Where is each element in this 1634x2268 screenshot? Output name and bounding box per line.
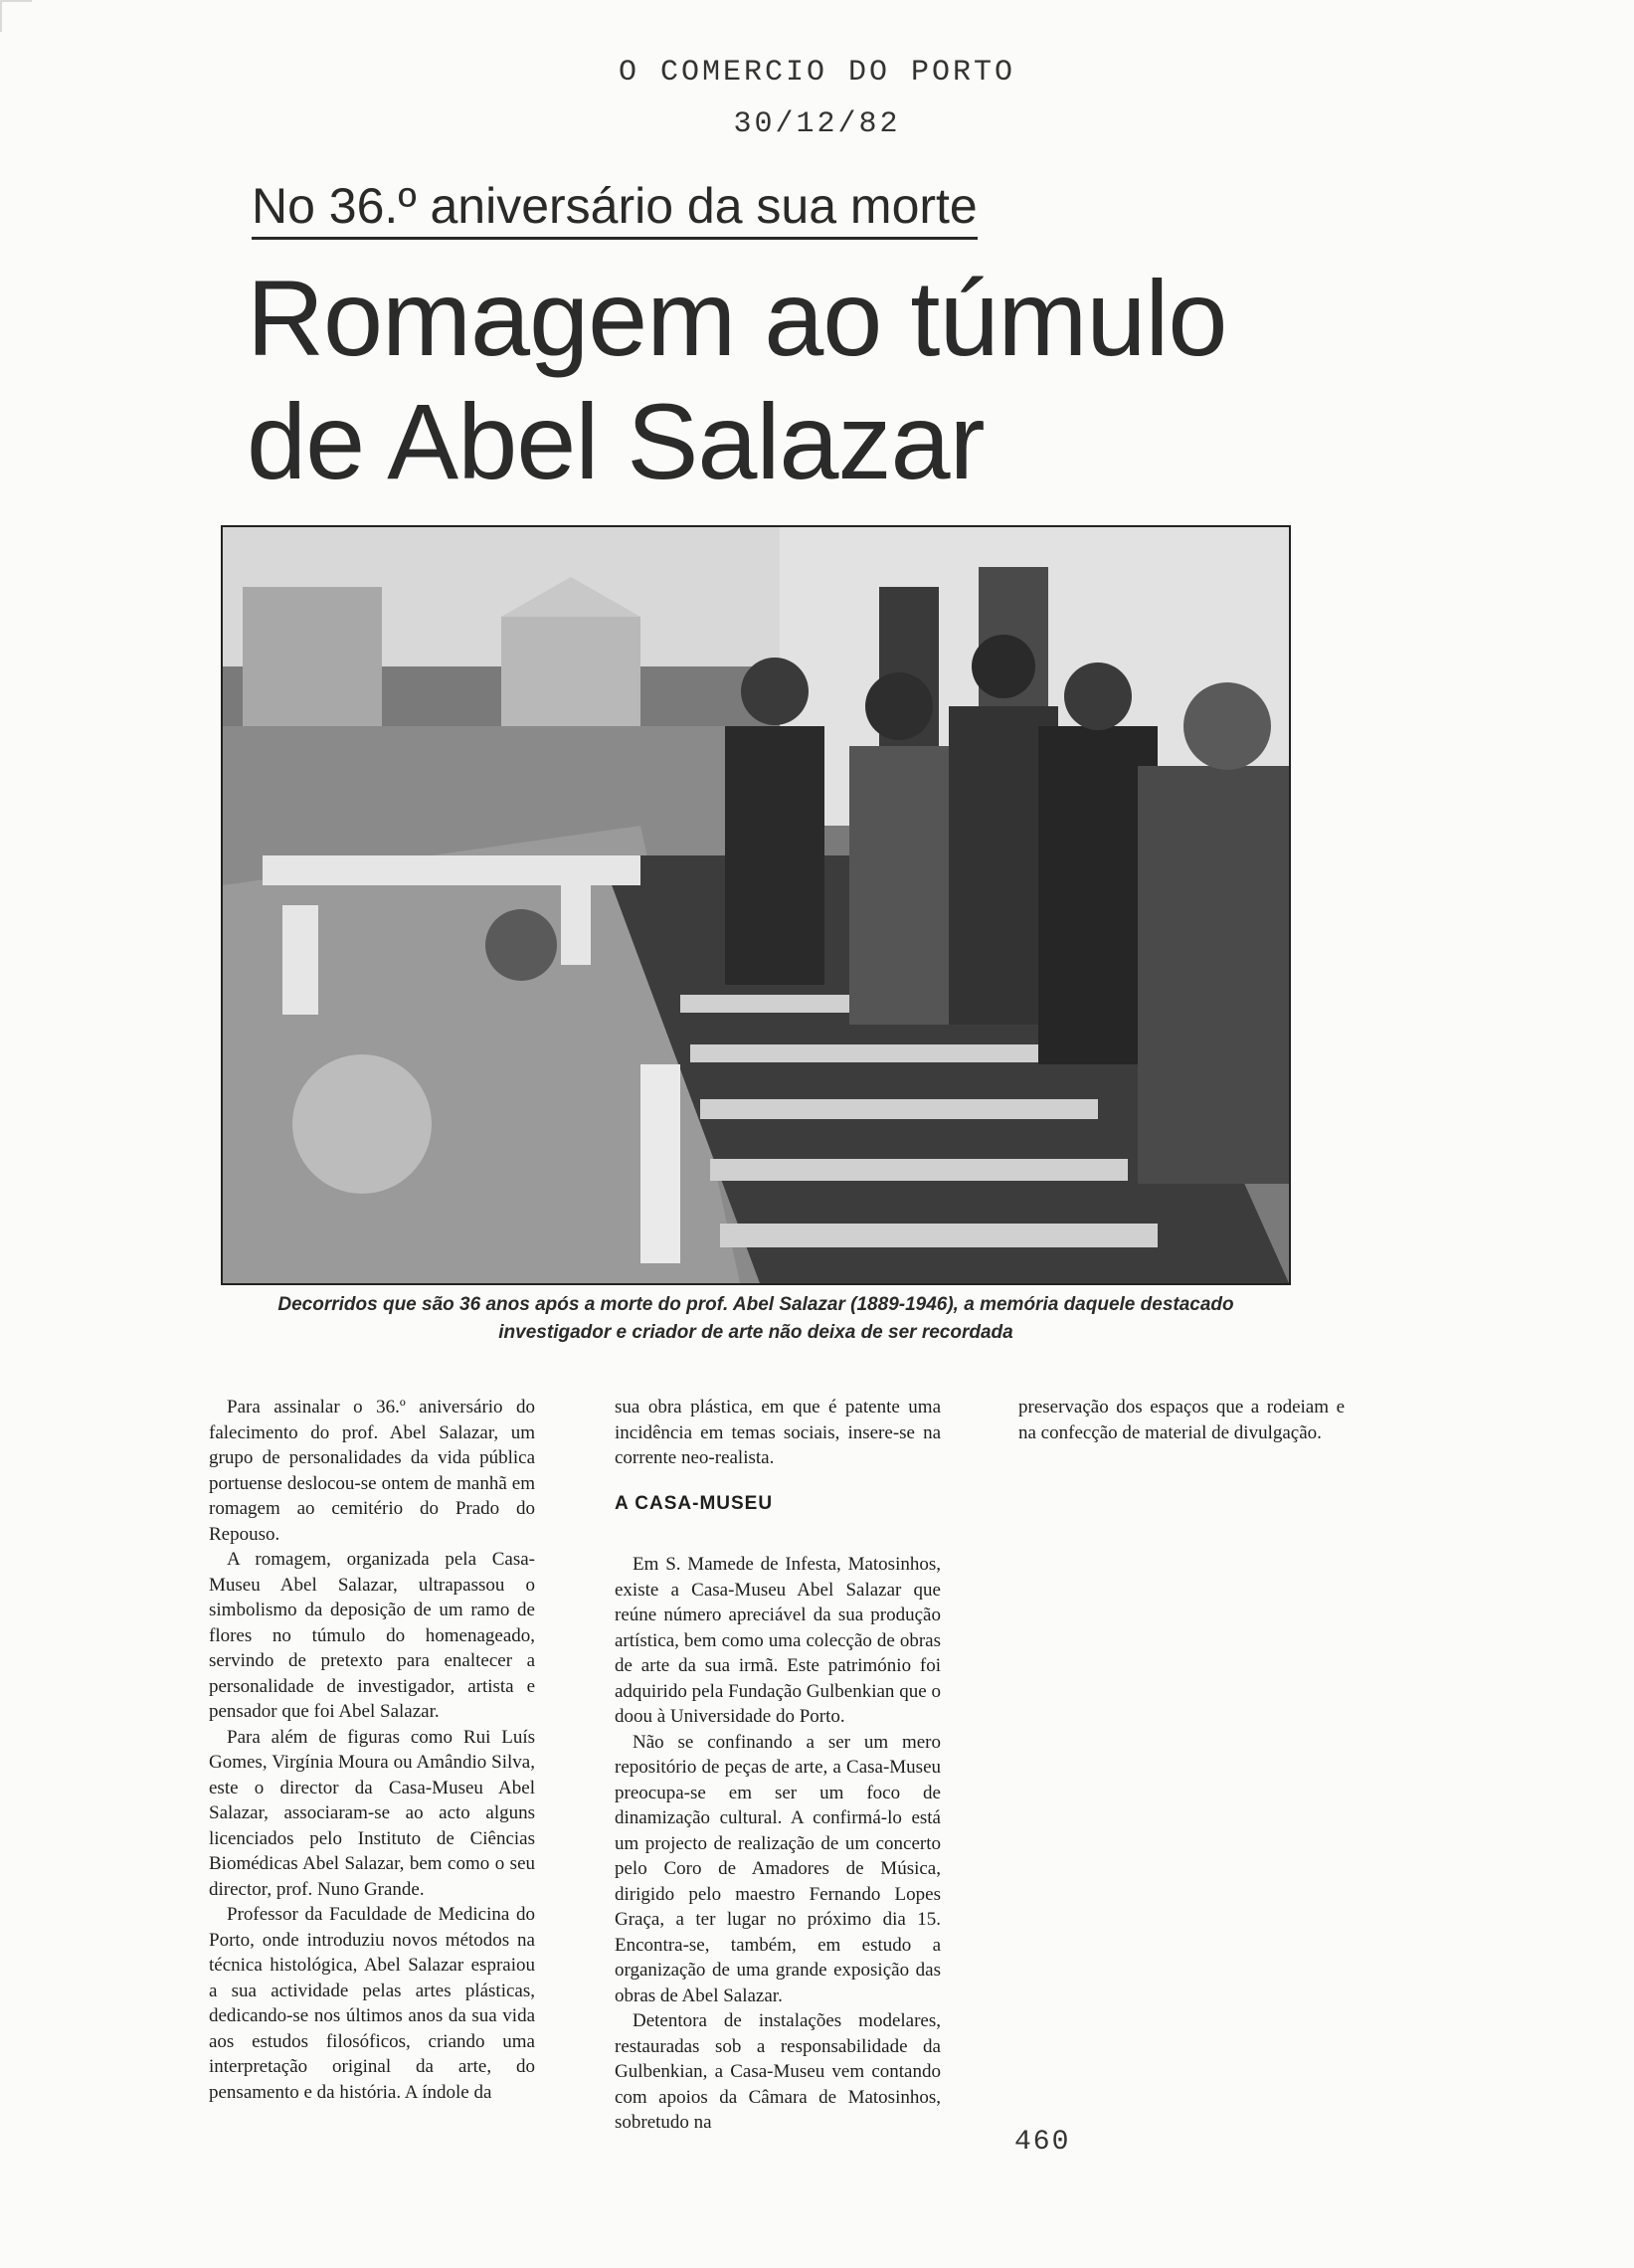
- paragraph: preservação dos espaços que a rodeiam e na confecção de material de divulgação.: [1018, 1397, 1345, 1443]
- paragraph: Para assinalar o 36.º aniversário do falecimento do prof. Abel Salazar, um grupo de personalidades da vida pública portuense deslocou-se ontem de manhã em romagem ao cemitério do Prado do Repouso.: [209, 1397, 535, 1545]
- scan-corner-mark: [0, 0, 32, 32]
- section-subheading: A CASA-MUSEU: [615, 1492, 774, 1514]
- article-headline: [247, 257, 1341, 503]
- cemetery-photo-illustration: [223, 527, 1289, 1283]
- headline-line-1: Romagem ao túmulo: [247, 258, 1227, 378]
- caption-line-2: investigador e criador de arte não deixa de ser recordada: [498, 1322, 1013, 1343]
- paragraph: Detentora de instalações modelares, restauradas sob a responsabilidade da Gulbenkian, a Casa-Museu vem contando com apoios da Câmara de Matosinhos, sobretudo na: [615, 2010, 941, 2133]
- paragraph: A romagem, organizada pela Casa-Museu Abel Salazar, ultrapassou o simbolismo da deposição de um ramo de flores no túmulo do homenageado, servindo de pretexto para enaltecer a personalidade de investigador, artista e pensador que foi Abel Salazar.: [209, 1549, 535, 1722]
- paragraph: Em S. Mamede de Infesta, Matosinhos, existe a Casa-Museu Abel Salazar que reúne número apreciável da sua produção artística, bem como uma colecção de obras de arte da sua irmã. Este património foi adquirido pela Fundação Gulbenkian que o doou à Universidade do Porto.: [615, 1554, 941, 1727]
- article-photo: [221, 525, 1291, 1285]
- paragraph: Para além de figuras como Rui Luís Gomes, Virgínia Moura ou Amândio Silva, este o director da Casa-Museu Abel Salazar, associaram-se ao acto alguns licenciados pelo Instituto de Ciências Biomédicas Abel Salazar, bem como o seu director, prof. Nuno Grande.: [209, 1726, 535, 1900]
- page-number: 460: [1014, 2127, 1071, 2158]
- paragraph: Não se confinando a ser um mero repositório de peças de arte, a Casa-Museu preocupa-se em ser um foco de dinamização cultural. A confirmá-lo está um projecto de realização de um concerto pelo Coro de Amadores de Música, dirigido pelo maestro Fernando Lopes Graça, a ter lugar no próximo dia 15. Encontra-se, também, em estudo a organização de uma grande exposição das obras de Abel Salazar.: [615, 1731, 941, 2006]
- article-column-3: [1018, 1395, 1345, 1445]
- article-column-1: [209, 1395, 535, 2105]
- publication-date: 30/12/82: [733, 107, 901, 141]
- article-kicker: No 36.º aniversário da sua morte: [252, 177, 978, 240]
- paragraph: Professor da Faculdade de Medicina do Porto, onde introduziu novos métodos na técnica histológica, Abel Salazar espraiou a sua actividade pelas artes plásticas, dedicando-se nos últimos anos da sua vida aos estudos filosóficos, criando uma interpretação original da arte, do pensamento e da história. A índole da: [209, 1904, 535, 2103]
- paragraph: sua obra plástica, em que é patente uma incidência em temas sociais, insere-se na corrente neo-realista.: [615, 1397, 941, 1468]
- newspaper-name: O COMERCIO DO PORTO: [618, 56, 1016, 90]
- headline-line-2: de Abel Salazar: [247, 381, 985, 501]
- caption-line-1: Decorridos que são 36 anos após a morte do prof. Abel Salazar (1889-1946), a memória daquele destacado: [277, 1294, 1234, 1315]
- photo-caption: [199, 1291, 1313, 1347]
- article-column-2: [615, 1395, 941, 2136]
